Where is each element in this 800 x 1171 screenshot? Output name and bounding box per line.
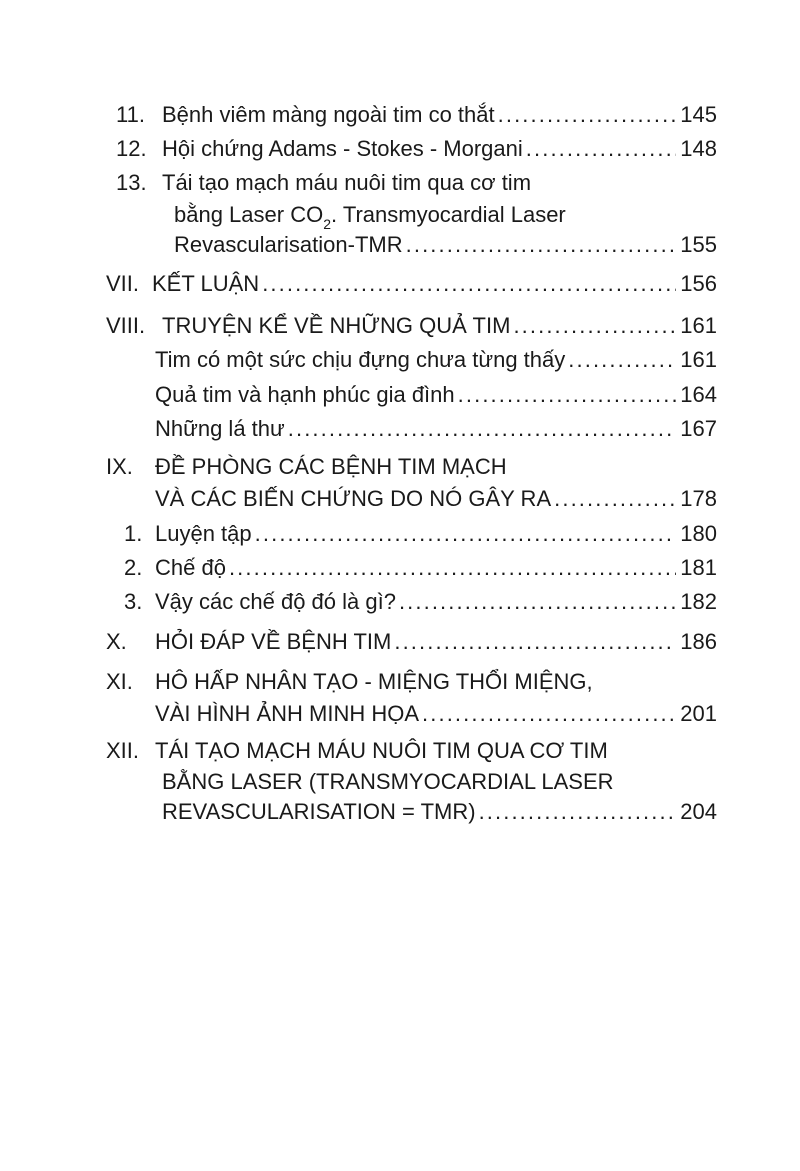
toc-entry [155,484,717,514]
entry-title: KẾT LUẬN [152,271,260,296]
entry-number: 12. [116,136,147,161]
toc-entry [155,627,717,657]
dot-leader [422,699,676,729]
page-number: 182 [680,589,717,614]
entry-title-line: Tái tạo mạch máu nuôi tim qua cơ tim [162,170,532,195]
page-number: 156 [680,271,717,296]
toc-entry [162,134,717,164]
page-number: 164 [680,382,717,407]
entry-title: Những lá thư [155,416,285,441]
toc-entry [155,345,717,375]
toc-entry [155,414,717,444]
entry-title: Tim có một sức chịu đựng chưa từng thấy [155,347,566,372]
toc-entry [162,100,717,130]
toc-entry [155,553,717,583]
entry-title: Hội chứng Adams - Stokes - Morgani [162,136,523,161]
entry-number: 3. [124,589,143,614]
dot-leader [262,269,676,299]
entry-title: Vậy các chế độ đó là gì? [155,589,396,614]
entry-title: Quả tim và hạnh phúc gia đình [155,382,455,407]
page-number: 167 [680,416,717,441]
page-number: 201 [680,701,717,726]
toc-entry [174,230,717,260]
toc-entry [162,797,717,827]
dot-leader [526,134,677,164]
entry-title: Luyện tập [155,521,252,546]
page-number: 181 [680,555,717,580]
entry-number: IX. [106,454,133,479]
page-number: 180 [680,521,717,546]
entry-title-line: ĐỀ PHÒNG CÁC BỆNH TIM MẠCH [155,454,507,479]
entry-title: VÀI HÌNH ẢNH MINH HỌA [155,701,420,726]
toc-entry [152,269,717,299]
entry-title: Bệnh viêm màng ngoài tim co thắt [162,102,495,127]
dot-leader [568,345,676,375]
toc-entry [155,519,717,549]
entry-title: Chế độ [155,555,226,580]
dot-leader [229,553,676,583]
entry-number: 1. [124,521,143,546]
toc-entry [162,311,717,341]
entry-title: HỎI ĐÁP VỀ BỆNH TIM [155,629,392,654]
entry-title: TRUYỆN KỂ VỀ NHỮNG QUẢ TIM [162,313,511,338]
entry-number: 11. [116,102,145,127]
dot-leader [399,587,676,617]
dot-leader [458,380,677,410]
dot-leader [513,311,676,341]
entry-number: VIII. [106,313,146,338]
subscript-2: 2 [323,216,331,232]
dot-leader [498,100,677,130]
entry-title: REVASCULARISATION = TMR) [162,799,476,824]
entry-title-line: HÔ HẤP NHÂN TẠO - MIỆNG THỔI MIỆNG, [155,669,593,694]
page-number: 161 [680,347,717,372]
toc-entry [155,699,717,729]
entry-number: 13. [116,170,147,195]
page-number: 155 [680,232,717,257]
dot-leader [255,519,677,549]
entry-number: XII. [106,738,140,763]
entry-title-line: TÁI TẠO MẠCH MÁU NUÔI TIM QUA CƠ TIM [155,738,608,763]
entry-number: X. [106,629,127,654]
page-number: 186 [680,629,717,654]
entry-number: VII. [106,271,140,296]
dot-leader [288,414,677,444]
dot-leader [394,627,676,657]
entry-number: 2. [124,555,143,580]
entry-number: XI. [106,669,133,694]
entry-title: Revascularisation-TMR [174,232,403,257]
toc-entry [155,587,717,617]
dot-leader [479,797,677,827]
dot-leader [554,484,676,514]
page-number: 204 [680,799,717,824]
page-number: 161 [680,313,717,338]
entry-title-line: BẰNG LASER (TRANSMYOCARDIAL LASER [162,769,614,794]
toc-entry [155,380,717,410]
page-number: 178 [680,486,717,511]
dot-leader [406,230,677,260]
entry-title-line: bằng Laser $CO_2$. Transmyocardial Laser [174,202,566,232]
entry-title: VÀ CÁC BIẾN CHỨNG DO NÓ GÂY RA [155,486,552,511]
page-number: 148 [680,136,717,161]
page-number: 145 [680,102,717,127]
